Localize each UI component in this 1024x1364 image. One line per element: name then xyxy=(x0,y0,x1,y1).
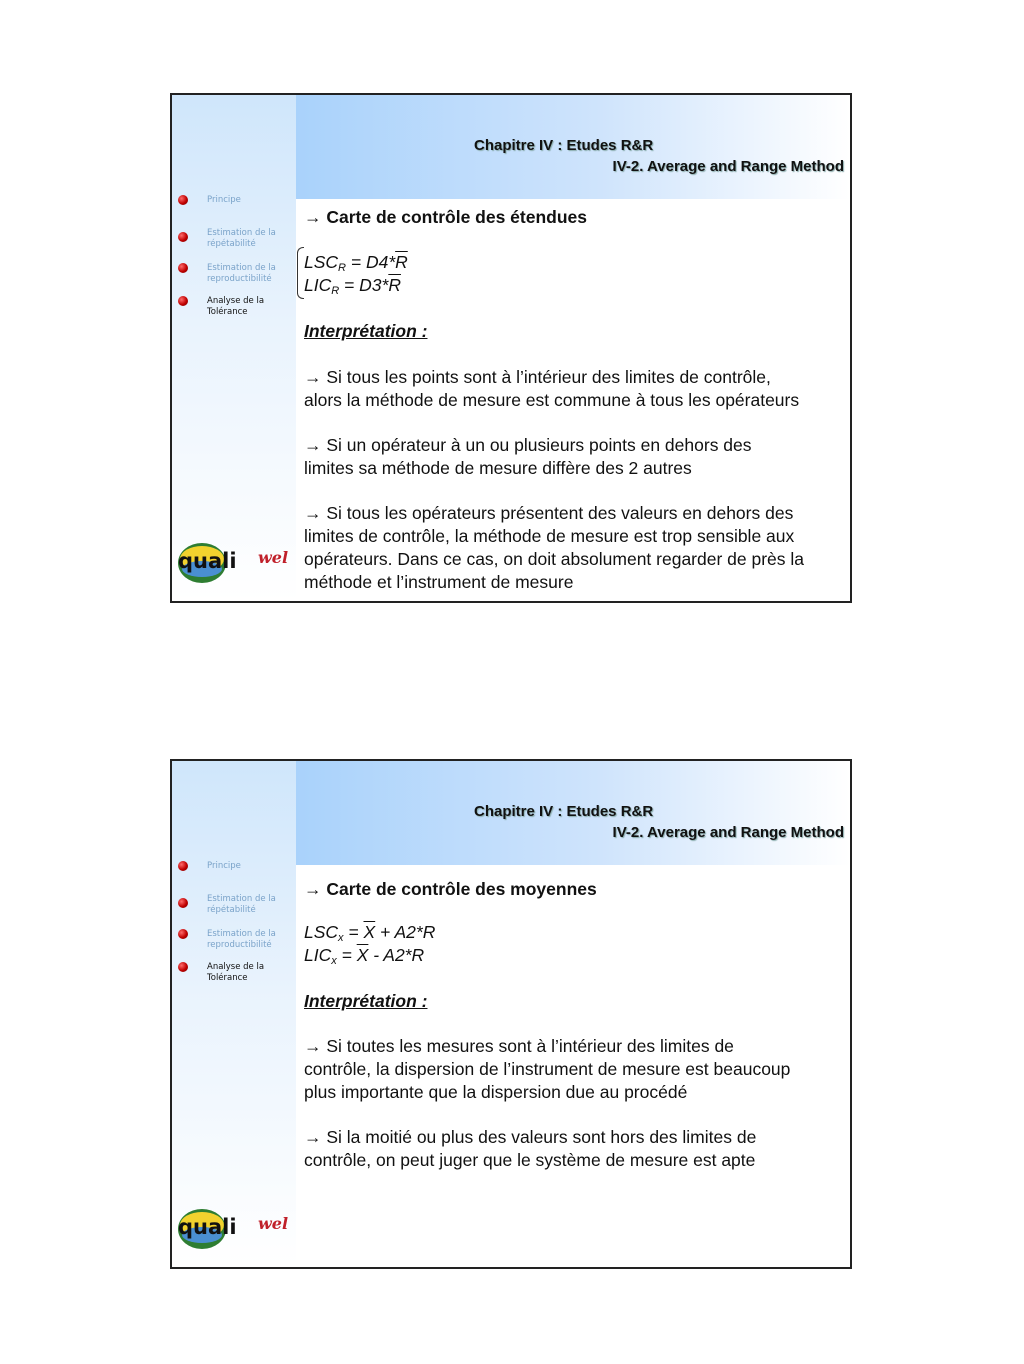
paragraph-line: limites sa méthode de mesure diffère des 2 autres xyxy=(304,458,692,478)
paragraph-line: alors la méthode de mesure est commune à tous les opérateurs xyxy=(304,390,800,410)
arrow-icon: → xyxy=(304,1036,322,1056)
paragraph-line: contrôle, on peut juger que le système de mesure est apte xyxy=(304,1150,756,1170)
section-subtitle: IV-2. Average and Range Method xyxy=(612,158,844,175)
paragraph-line: limites de contrôle, la méthode de mesure est trop sensible aux xyxy=(304,526,795,546)
sidebar-item-label: Principe xyxy=(207,861,241,871)
logo-text-main: quali xyxy=(178,549,237,573)
arrow-icon: → xyxy=(304,1127,322,1147)
formula-lsc: $LSC_x = \overline{X} + A2*R$ xyxy=(304,922,436,944)
sidebar xyxy=(172,95,296,601)
sidebar-item-label: Estimation de la reproductibilité xyxy=(207,263,276,284)
bullet-icon xyxy=(178,861,188,871)
bullet-icon xyxy=(178,232,188,242)
heading-text: Carte de contrôle des étendues xyxy=(326,207,588,227)
sidebar-item-label: Principe xyxy=(207,195,241,205)
paragraph-line: méthode et l’instrument de mesure xyxy=(304,572,574,592)
logo-text-accent: wel xyxy=(258,1214,289,1233)
logo-text-main: quali xyxy=(178,1215,237,1239)
slide-range-chart xyxy=(170,93,852,603)
heading-text: Carte de contrôle des moyennes xyxy=(326,879,597,899)
bullet-icon xyxy=(178,263,188,273)
chapter-title: Chapitre IV : Etudes R&R xyxy=(474,137,654,154)
arrow-icon: → xyxy=(304,503,322,523)
paragraph-line: → Si tous les opérateurs présentent des valeurs en dehors des xyxy=(304,503,794,523)
formula-lic: $LIC_R = D3*\overline{R}$ xyxy=(304,275,401,297)
bullet-icon xyxy=(178,898,188,908)
brace-icon xyxy=(297,247,304,299)
interpretation-label: Interprétation : xyxy=(304,321,428,341)
paragraph-line: contrôle, la dispersion de l’instrument de mesure est beaucoup xyxy=(304,1059,791,1079)
sidebar-item-label: Estimation de la répétabilité xyxy=(207,894,276,915)
bullet-icon xyxy=(178,296,188,306)
chapter-title: Chapitre IV : Etudes R&R xyxy=(474,803,654,820)
paragraph-line: → Si un opérateur à un ou plusieurs points en dehors des xyxy=(304,435,752,455)
arrow-icon: → xyxy=(304,879,322,899)
arrow-icon: → xyxy=(304,435,322,455)
paragraph-line: → Si tous les points sont à l’intérieur des limites de contrôle, xyxy=(304,367,771,387)
bullet-icon xyxy=(178,929,188,939)
arrow-icon: → xyxy=(304,367,322,387)
sidebar-item-label: Analyse de la Tolérance xyxy=(207,962,265,983)
sidebar-item-label: Estimation de la répétabilité xyxy=(207,228,276,249)
paragraph-line: → Si toutes les mesures sont à l’intérieur des limites de xyxy=(304,1036,734,1056)
quali-web-logo xyxy=(176,535,294,587)
sidebar-item-label: Estimation de la reproductibilité xyxy=(207,929,276,950)
sidebar-item-label: Analyse de la Tolérance xyxy=(207,296,265,317)
heading xyxy=(304,206,587,229)
bullet-icon xyxy=(178,195,188,205)
paragraph-line: → Si la moitié ou plus des valeurs sont hors des limites de xyxy=(304,1127,757,1147)
paragraph-line: opérateurs. Dans ce cas, on doit absolument regarder de près la xyxy=(304,549,805,569)
paragraph-line: plus importante que la dispersion due au procédé xyxy=(304,1082,688,1102)
bullet-icon xyxy=(178,962,188,972)
formula-lic: $LIC_x = \overline{X} - A2*R$ xyxy=(304,945,425,967)
formula-lsc: $LSC_R = D4*\overline{R}$ xyxy=(304,252,408,274)
quali-web-logo xyxy=(176,1201,294,1253)
heading xyxy=(304,878,597,901)
logo-text-accent: wel xyxy=(258,548,289,567)
slide-mean-chart xyxy=(170,759,852,1269)
arrow-icon: → xyxy=(304,207,322,227)
interpretation-label: Interprétation : xyxy=(304,991,428,1011)
section-subtitle: IV-2. Average and Range Method xyxy=(612,824,844,841)
sidebar xyxy=(172,761,296,1267)
